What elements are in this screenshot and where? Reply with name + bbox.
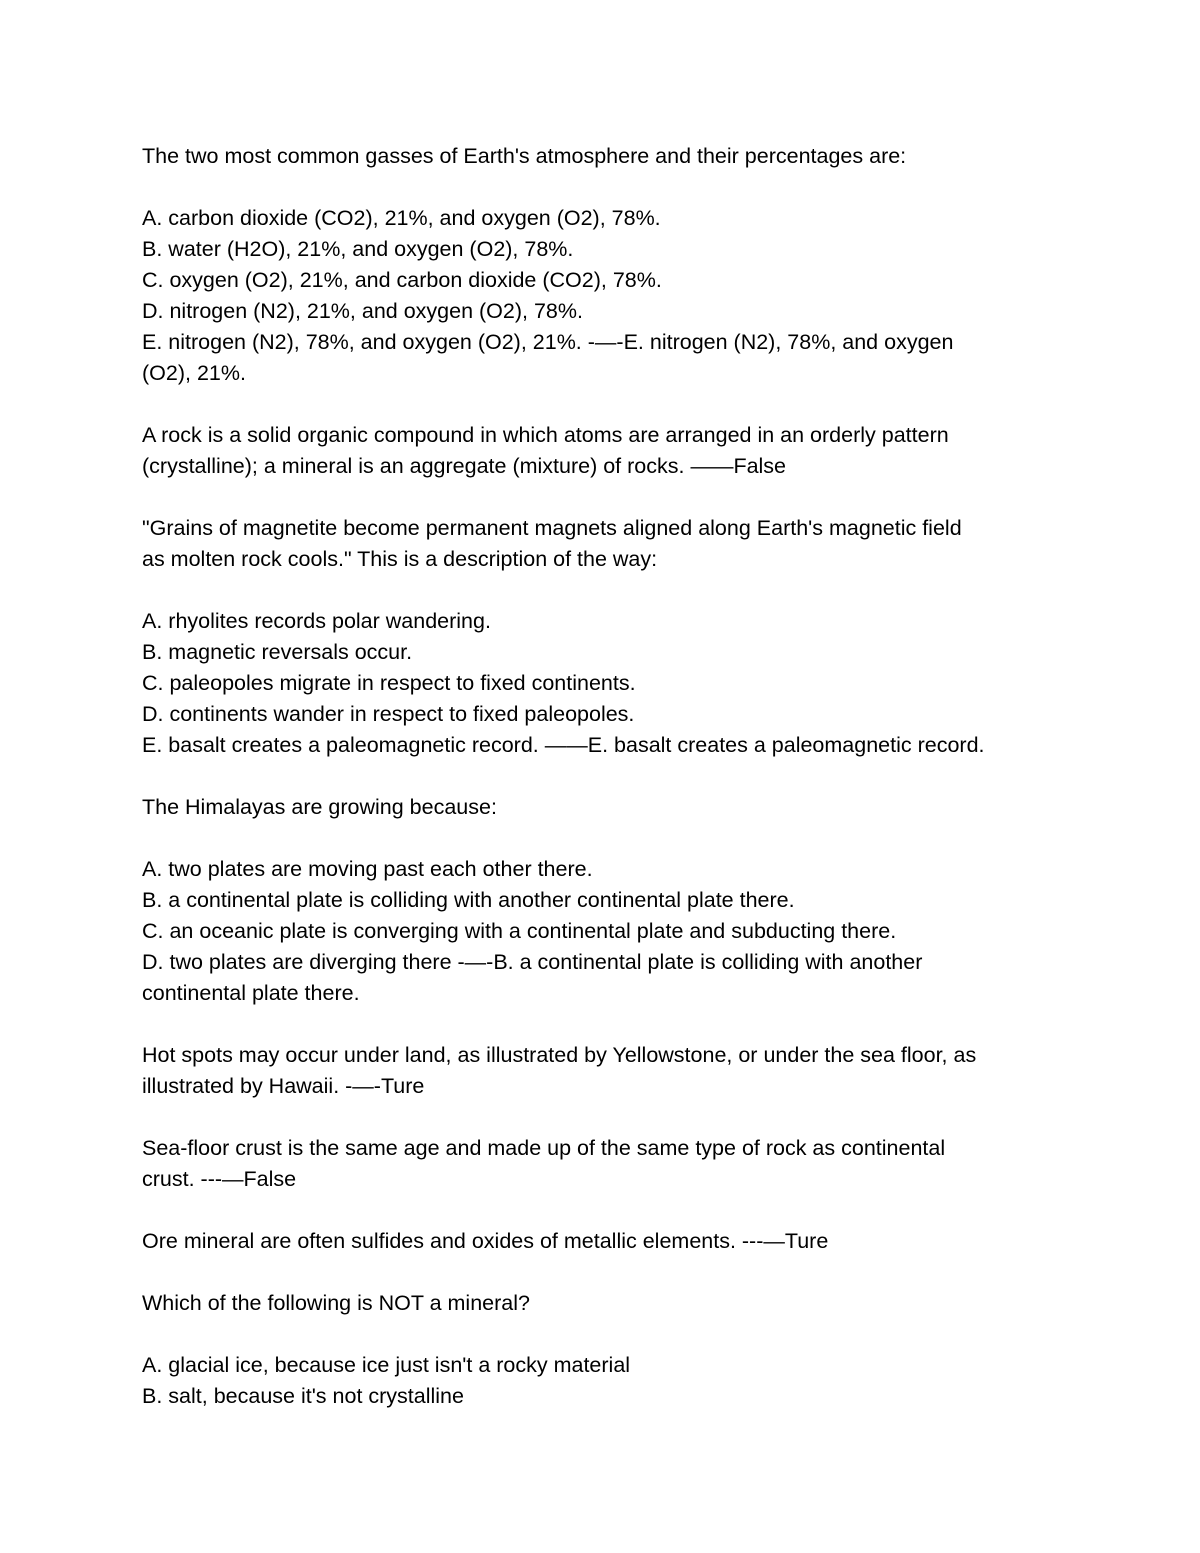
blank-line [142,823,1072,854]
question-1-option-b: B. water (H2O), 21%, and oxygen (O2), 78%. [142,237,574,261]
question-3-stem-line-1: "Grains of magnetite become permanent magnets aligned along Earth's magnetic field [142,516,962,540]
question-6-line-2: crust. ---—False [142,1167,297,1191]
question-1-stem: The two most common gasses of Earth's atmosphere and their percentages are: [142,144,907,168]
question-1-option-e-continued: (O2), 21%. [142,361,246,385]
blank-line [142,1319,1072,1350]
question-8-option-a: A. glacial ice, because ice just isn't a rocky material [142,1353,631,1377]
question-3-option-d: D. continents wander in respect to fixed paleopoles. [142,702,635,726]
question-2-line-2: (crystalline); a mineral is an aggregate (mixture) of rocks. ——False [142,454,787,478]
question-7-line-1: Ore mineral are often sulfides and oxides of metallic elements. ---—Ture [142,1229,829,1253]
question-4-stem: The Himalayas are growing because: [142,795,497,819]
question-3-option-c: C. paleopoles migrate in respect to fixed continents. [142,671,636,695]
question-8-option-b: B. salt, because it's not crystalline [142,1384,464,1408]
blank-line [142,1195,1072,1226]
blank-line [142,1257,1072,1288]
question-6-line-1: Sea-floor crust is the same age and made up of the same type of rock as continental [142,1136,946,1160]
blank-line [142,575,1072,606]
question-4-option-c: C. an oceanic plate is converging with a continental plate and subducting there. [142,919,897,943]
blank-line [142,1102,1072,1133]
question-2-line-1: A rock is a solid organic compound in which atoms are arranged in an orderly pattern [142,423,949,447]
blank-line [142,1009,1072,1040]
question-3-option-a: A. rhyolites records polar wandering. [142,609,491,633]
question-3-option-e: E. basalt creates a paleomagnetic record. ——E. basalt creates a paleomagnetic record. [142,733,985,757]
blank-line [142,482,1072,513]
blank-line [142,389,1072,420]
question-4-option-d: D. two plates are diverging there -—-B. a continental plate is colliding with another [142,950,923,974]
document-body [142,141,1072,1412]
blank-line [142,761,1072,792]
question-4-option-d-continued: continental plate there. [142,981,360,1005]
question-5-line-1: Hot spots may occur under land, as illustrated by Yellowstone, or under the sea floor, as [142,1043,977,1067]
question-3-stem-line-2: as molten rock cools." This is a description of the way: [142,547,658,571]
question-8-stem: Which of the following is NOT a mineral? [142,1291,530,1315]
question-1-option-a: A. carbon dioxide (CO2), 21%, and oxygen (O2), 78%. [142,206,661,230]
question-4-option-a: A. two plates are moving past each other there. [142,857,593,881]
question-5-line-2: illustrated by Hawaii. -—-Ture [142,1074,425,1098]
question-1-option-c: C. oxygen (O2), 21%, and carbon dioxide (CO2), 78%. [142,268,662,292]
blank-line [142,172,1072,203]
question-1-option-d: D. nitrogen (N2), 21%, and oxygen (O2), 78%. [142,299,583,323]
question-3-option-b: B. magnetic reversals occur. [142,640,413,664]
question-1-option-e: E. nitrogen (N2), 78%, and oxygen (O2), 21%. -—-E. nitrogen (N2), 78%, and oxygen [142,330,954,354]
question-4-option-b: B. a continental plate is colliding with another continental plate there. [142,888,795,912]
